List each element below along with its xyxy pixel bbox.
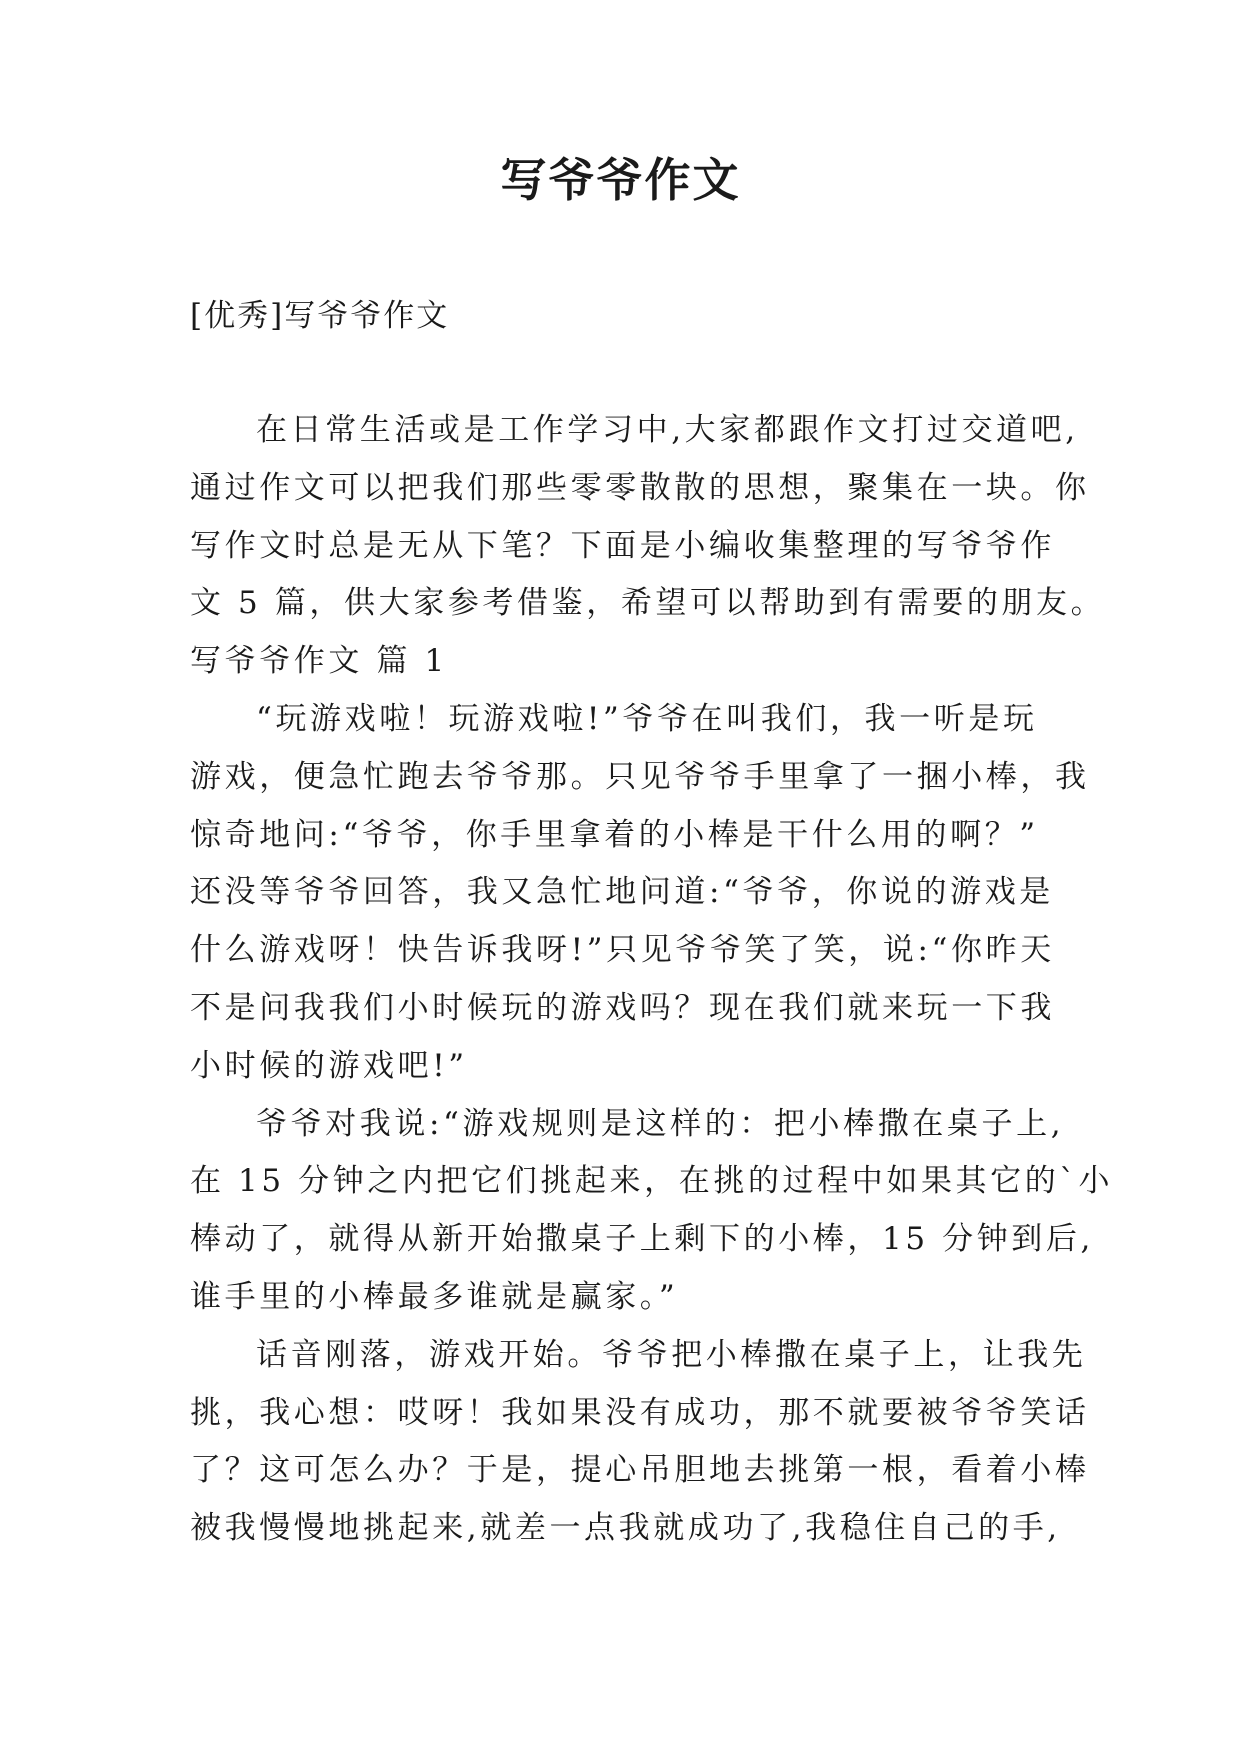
- body-line: 棒动了，就得从新开始撒桌子上剩下的小棒，15 分钟到后,: [190, 1221, 1094, 1258]
- body-line: 什么游戏呀！快告诉我呀!”只见爷爷笑了笑，说:“你昨天: [190, 932, 1055, 969]
- body-line: “玩游戏啦！玩游戏啦!”爷爷在叫我们，我一听是玩: [256, 700, 1038, 737]
- body-line: 游戏，便急忙跑去爷爷那。只见爷爷手里拿了一捆小棒，我: [190, 758, 1090, 795]
- body-line: 惊奇地问:“爷爷，你手里拿着的小棒是干什么用的啊？”: [190, 816, 1039, 853]
- body-line: 谁手里的小棒最多谁就是赢家。”: [190, 1278, 679, 1315]
- body-line: 被我慢慢地挑起来,就差一点我就成功了,我稳住自己的手,: [190, 1510, 1061, 1547]
- body-line: 在日常生活或是工作学习中,大家都跟作文打过交道吧,: [256, 412, 1079, 448]
- body-line: 小时候的游戏吧!”: [190, 1047, 468, 1084]
- body-line: 爷爷对我说:“游戏规则是这样的：把小棒撒在桌子上,: [256, 1105, 1065, 1142]
- body-line: 话音刚落，游戏开始。爷爷把小棒撒在桌子上，让我先: [256, 1336, 1087, 1373]
- body-line: 通过作文可以把我们那些零零散散的思想，聚集在一块。你: [190, 469, 1090, 506]
- document-title: 写爷爷作文: [500, 153, 741, 207]
- body-line: 写爷爷作文 篇 1: [190, 643, 448, 680]
- body-line: 在 15 分钟之内把它们挑起来，在挑的过程中如果其它的`小: [190, 1163, 1114, 1200]
- body-line: 了？这可怎么办？于是，提心吊胆地去挑第一根，看着小棒: [190, 1452, 1090, 1489]
- body-line: 写作文时总是无从下笔？下面是小编收集整理的写爷爷作: [190, 527, 1055, 564]
- body-line: 文 5 篇，供大家参考借鉴，希望可以帮助到有需要的朋友。: [190, 585, 1106, 622]
- body-line: 挑，我心想：哎呀！我如果没有成功，那不就要被爷爷笑话: [190, 1394, 1090, 1431]
- body-line: 还没等爷爷回答，我又急忙地问道:“爷爷，你说的游戏是: [190, 874, 1054, 911]
- document-body: [190, 402, 1114, 1558]
- document-subtitle: [优秀]写爷爷作文: [190, 298, 450, 334]
- body-line: 不是问我我们小时候玩的游戏吗？现在我们就来玩一下我: [190, 989, 1055, 1026]
